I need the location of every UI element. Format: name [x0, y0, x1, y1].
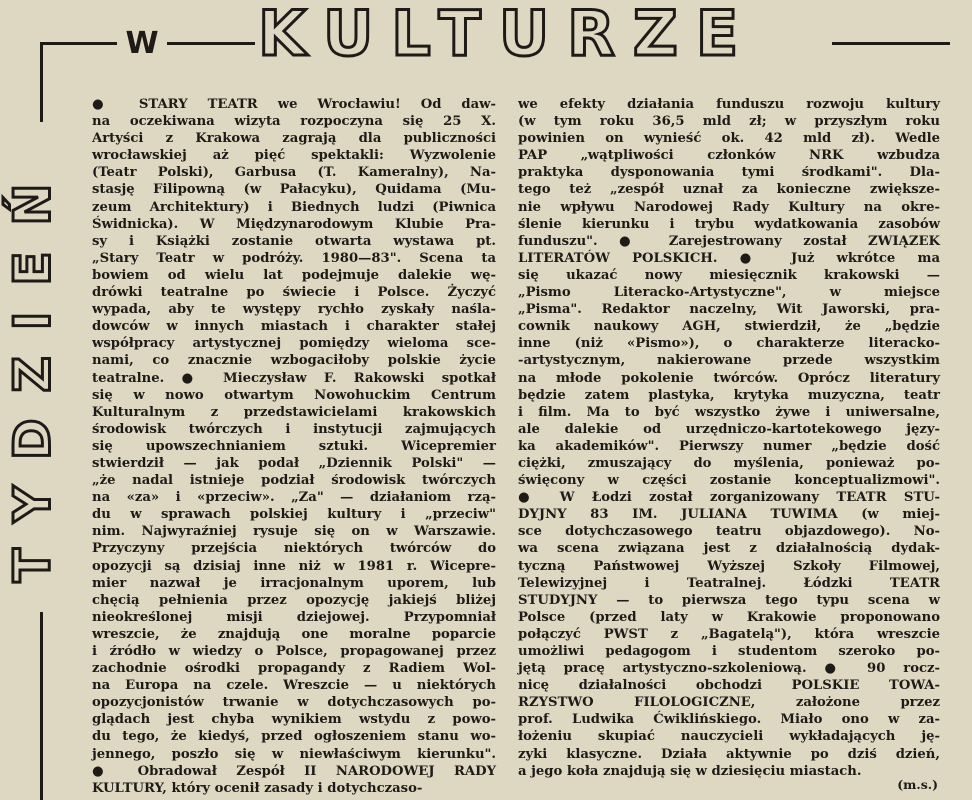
text-line: chęcią pełnienia przez opozycję jakiejś bliżej [92, 592, 496, 608]
text-line: prof. Ludwika Ćwiklińskiego. Miało ono w za- [518, 712, 940, 728]
text-line: stasję Filipowną (w Pałacyku), Quidama (Mu- [92, 182, 496, 198]
text-line: nami, co znacznie wzbogaciłoby polskie życie [92, 353, 496, 369]
text-line: sce dotychczasowego teatru objazdowego). No- [518, 524, 940, 540]
text-line: ślenie kierunku i trybu wydatkowania zasobów [518, 216, 940, 232]
text-line: Telewizyjnej i Teatralnej. Łódzki TEATR [518, 575, 940, 591]
text-line: jennego, poszło się w niewłaściwym kierunku". [92, 746, 496, 762]
side-title-text: TYDZIEŃ [3, 157, 61, 583]
text-line: LITERATÓW POLSKICH. ● Już wkrótce ma [518, 250, 940, 266]
right-column [518, 96, 940, 780]
text-line: powinien on wynieść ok. 42 mld zł). Wedle [518, 131, 940, 147]
text-line: DYJNY 83 IM. JULIANA TUWIMA (w miej- [518, 507, 940, 523]
text-line: bowiem od wielu lat podejmuje dalekie wę- [92, 267, 496, 283]
text-line: nieokreślonej misji dziejowej. Przypomniał [92, 609, 496, 625]
text-line: ● STARY TEATR we Wrocławiu! Od daw- [92, 97, 496, 112]
header-rule-left [42, 42, 117, 45]
text-line: du tego, że kiedyś, przed ogłoszeniem stanu wo- [92, 729, 496, 745]
text-line: i źródło w wiedzy o Polsce, propagowanej przez [92, 644, 496, 659]
text-line: Polsce (przed laty w Krakowie proponowano [518, 609, 940, 625]
text-line: środowisk twórczych i instytucji zajmujących [92, 421, 496, 437]
text-line: opozycjonistów trwanie w dotychczasowych po- [92, 695, 496, 711]
header-title: KULTURZE [258, 0, 757, 70]
text-line: sy i Książki zostanie otwarta wystawa pt. [92, 233, 496, 249]
text-line: inne (niż «Pismo»), o charakterze literacko- [518, 336, 940, 352]
text-line: ● Obradował Zespół II NARODOWEJ RADY [92, 763, 496, 779]
text-line: opozycji są dzisiaj inne niż w 1981 r. Wicepre- [92, 558, 496, 574]
text-line: wa scena związana jest z działalnością dydak- [518, 541, 940, 557]
text-line: praktyka dysponowania tymi środkami". Dla- [518, 165, 940, 181]
text-line: „Pisma". Redaktor naczelny, Wit Jaworski, pra- [518, 302, 940, 318]
left-column [92, 96, 496, 797]
text-line: du w sprawach polskiej kultury i „przeciw" [92, 507, 496, 523]
text-line: współpracy artystycznej pomiędzy wieloma sce- [92, 336, 496, 352]
text-line: umożliwi pedagogom i studentom szeroko po- [518, 644, 940, 659]
side-title [3, 130, 61, 610]
text-line: na «za» i «przeciw». „Za" — działaniom rzą- [92, 490, 496, 506]
text-line: się upowszechnianiem sztuki. Wicepremier [92, 438, 496, 454]
author-signature: (m.s.) [897, 777, 938, 792]
text-line: RZYSTWO FILOLOGICZNE, założone przez [518, 695, 940, 711]
text-line: się w nowo otwartym Nowohuckim Centrum [92, 387, 496, 403]
text-line: ka akademików". Pierwszy numer „będzie dość [518, 438, 940, 454]
text-line: teatralne. ● Mieczysław F. Rakowski spotkał [92, 370, 496, 386]
text-line: (w tym roku 36,5 mld zł; w przyszłym roku [518, 114, 940, 130]
text-line: glądach jest chyba wynikiem wstydu z powo- [92, 712, 496, 728]
header-rule-right [832, 42, 950, 45]
text-line: funduszu". ● Zarejestrowany został ZWIĄZEK [518, 233, 940, 249]
text-line: ciężki, zmuszający do myślenia, ponieważ po- [518, 455, 940, 471]
text-line: połączyć PWST z „Bagatelą"), która wreszcie [518, 626, 940, 642]
text-line: nie wpływu Narodowej Rady Kultury na okre- [518, 199, 940, 215]
side-rule-top [40, 42, 43, 122]
header-small-word: W [125, 26, 159, 61]
text-line: na Europa na czele. Wreszcie — u niektórych [92, 678, 496, 694]
text-line: wypada, aby te występy rychło zyskały naśla- [92, 302, 496, 318]
text-line: będzie zatem plastyka, krytyka muzyczna, teatr [518, 387, 940, 403]
text-line: się ukazać nowy miesięcznik krakowski — [518, 267, 940, 283]
text-line: we efekty działania funduszu rozwoju kultury [518, 97, 940, 112]
text-line: zyki klasyczne. Działa aktywnie po dziś dzień, [518, 746, 940, 762]
text-line: wrocławskiej aż pięć spektakli: Wyzwolenie [92, 148, 496, 164]
text-line: święcony w części zostanie konceptualizmowi". [518, 473, 940, 489]
text-line: dowców w innych miastach i charakter stałej [92, 319, 496, 335]
text-line: „Stary Teatr w podróży. 1980—83". Scena ta [92, 250, 496, 266]
text-line: PAP „wątpliwości członków NRK wzbudza [518, 148, 940, 164]
text-line: jętą pracę artystyczno-szkoleniową. ● 90 rocz- [518, 661, 940, 677]
text-line: tyczną Państwowej Wyższej Szkoły Filmowej, [518, 558, 940, 574]
text-line: -artystycznym, nakierowane przede wszystkim [518, 353, 940, 369]
text-line: „Pismo Literacko-Artystyczne", w miejsce [518, 285, 940, 301]
text-line: a jego koła znajdują się w dziesięciu miastach. [518, 763, 862, 779]
text-line: ale dalekie od urzędniczo-kartotekowego języ- [518, 421, 940, 437]
text-line: stwierdził — jak podał „Dziennik Polski" — [92, 455, 496, 471]
text-line: zachodnie ośrodki propagandy z Radiem Wol- [92, 661, 496, 677]
text-line: wreszcie, że znajdują one moralne poparcie [92, 626, 496, 642]
text-line: nicę działalności obchodzi POLSKIE TOWA- [518, 678, 940, 694]
text-line: (Teatr Polski), Garbusa (T. Kameralny), Na- [92, 165, 496, 181]
header-rule-middle [167, 42, 255, 45]
text-line: mier nazwał je irracjonalnym uporem, lub [92, 575, 496, 591]
side-rule-bottom [40, 612, 43, 800]
text-line: zeum Architektury) i Biednych ludzi (Piwnica [92, 199, 496, 215]
text-line: łożeniu skupiać nauczycieli wykładających ję- [518, 729, 940, 745]
text-line: Świdnicka). W Międzynarodowym Klubie Pra- [92, 216, 496, 232]
text-line: Kulturalnym z przedstawicielami krakowskich [92, 404, 496, 420]
text-line: „że nadal istnieje podział środowisk twórczych [92, 473, 496, 489]
text-line: cownik naukowy AGH, stwierdził, że „będzie [518, 319, 940, 335]
text-line: Przyczyny przejścia niektórych twórców do [92, 541, 496, 557]
text-line: KULTURY, który ocenił zasady i dotychczaso- [92, 780, 423, 796]
text-line: na młode pokolenie twórców. Oprócz literatury [518, 370, 940, 386]
text-line: ● W Łodzi został zorganizowany TEATR STU- [518, 490, 940, 506]
text-line: i film. Ma to być wszystko żywe i uniwersalne, [518, 404, 940, 420]
text-line: nim. Najwyraźniej rysuje się on w Warszawie. [92, 524, 496, 540]
text-line: na oczekiwana wizyta rozpoczyna się 25 X. [92, 114, 496, 130]
text-line: STUDYJNY — to pierwsza tego typu scena w [518, 592, 940, 608]
text-line: Artyści z Krakowa zagrają dla publiczności [92, 131, 496, 147]
text-line: tego też „zespół uznał za konieczne zwiększe- [518, 182, 940, 198]
text-line: drówki teatralne po świecie i Polsce. Życzyć [92, 285, 496, 301]
